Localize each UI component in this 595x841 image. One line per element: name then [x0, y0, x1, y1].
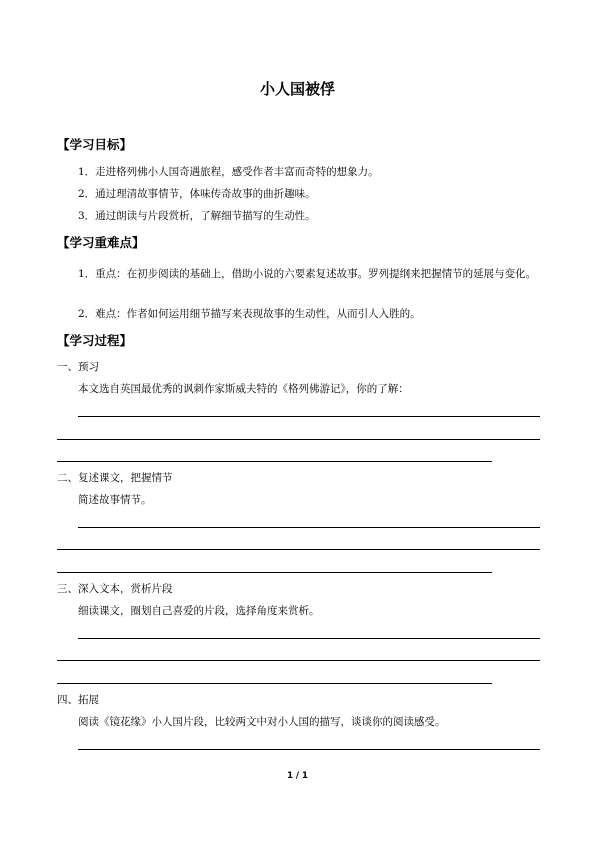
step-title: 四、拓展: [57, 694, 99, 706]
page-number: 1 / 1: [287, 771, 308, 781]
section-heading-process: 【学习过程】: [57, 333, 133, 348]
section-heading-objectives: 【学习目标】: [57, 137, 133, 152]
answer-line[interactable]: [57, 461, 492, 462]
objective-item: 1．走进格列佛小人国奇遇旅程，感受作者丰富而奇特的想象力。: [78, 166, 379, 178]
answer-line[interactable]: [78, 527, 540, 528]
answer-line[interactable]: [57, 683, 492, 684]
key-point-item: 2．难点：作者如何运用细节描写来表现故事的生动性，从而引人入胜的。: [78, 308, 421, 320]
section-heading-key-points: 【学习重难点】: [57, 235, 145, 250]
page-title: 小人国被俘: [259, 80, 335, 98]
objective-item: 3．通过朗读与片段赏析，了解细节描写的生动性。: [78, 210, 316, 222]
step-title: 一、预习: [57, 361, 99, 373]
answer-line[interactable]: [78, 638, 540, 639]
key-point-item: 1．重点：在初步阅读的基础上，借助小说的六要素复述故事。罗列提纲来把握情节的延展与变化。: [78, 268, 537, 280]
step-prompt: 细读课文，圈划自己喜爱的片段，选择角度来赏析。: [78, 605, 320, 617]
step-title: 二、复述课文，把握情节: [57, 472, 173, 484]
step-title: 三、深入文本，赏析片段: [57, 583, 173, 595]
step-prompt: 阅读《镜花缘》小人国片段，比较两文中对小人国的描写，谈谈你的阅读感受。: [78, 716, 446, 728]
answer-line[interactable]: [78, 749, 540, 750]
answer-line[interactable]: [57, 549, 540, 550]
answer-line[interactable]: [57, 660, 540, 661]
objective-item: 2．通过理清故事情节，体味传奇故事的曲折趣味。: [78, 188, 316, 200]
answer-line[interactable]: [78, 416, 540, 417]
answer-line[interactable]: [57, 439, 540, 440]
step-prompt: 简述故事情节。: [78, 494, 152, 506]
step-prompt: 本文选自英国最优秀的讽刺作家斯威夫特的《格列佛游记》，你的了解：: [78, 383, 409, 395]
answer-line[interactable]: [57, 572, 492, 573]
